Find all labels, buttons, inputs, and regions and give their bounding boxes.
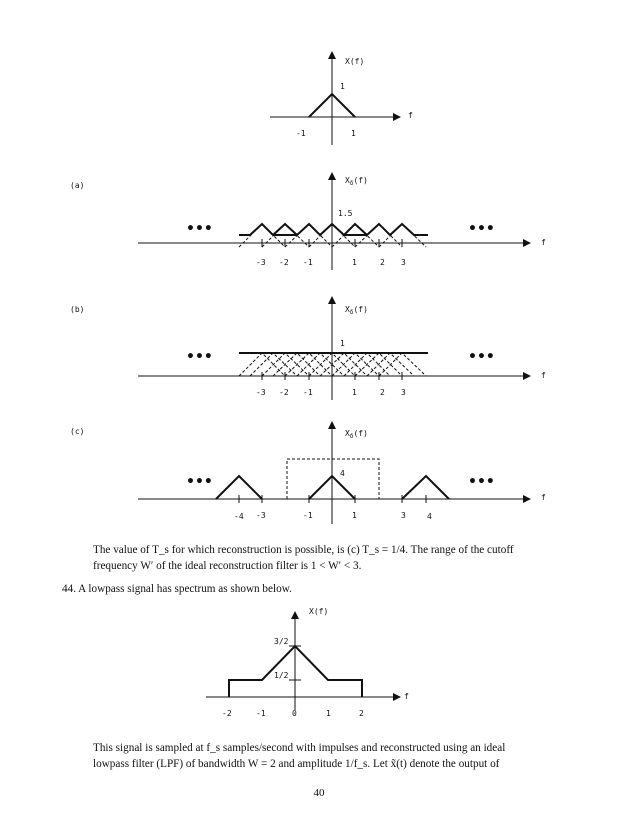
figure-a-dots-right: ••• [468, 221, 495, 237]
figure-c-spectrum [138, 422, 530, 524]
ideal-lpf-window [287, 459, 379, 499]
figure-top-tick-neg1: -1 [296, 129, 306, 138]
figure-a-label: $X_\delta(f)$ [345, 176, 368, 187]
figure-b-dots-left: ••• [186, 349, 213, 365]
panel-a-label: (a) [70, 181, 85, 190]
figure-44-axis-label: f [404, 692, 409, 701]
figure-44-tick-0: 0 [292, 709, 297, 718]
figure-b-dots-right: ••• [468, 349, 495, 365]
figure-a-tick-1: 1 [352, 258, 357, 267]
figure-b-tick-2: 2 [380, 388, 385, 397]
figure-top-axis-label: f [408, 111, 413, 120]
figure-a-tick-neg3: -3 [256, 258, 266, 267]
figure-c-tick-1: 1 [352, 511, 357, 520]
figure-c-level-label: 4 [340, 469, 345, 478]
panel-c-label: (c) [70, 427, 85, 436]
figure-a-tick-neg1: -1 [303, 258, 313, 267]
figure-a-axis-label: f [541, 238, 546, 247]
figure-44-tick-neg1: -1 [256, 709, 266, 718]
figure-44-spectrum [206, 612, 400, 710]
figure-b-tick-1: 1 [352, 388, 357, 397]
closing-line-2: lowpass filter (LPF) of bandwidth W = 2 and amplitude 1/f_s. Let x̃(t) denote the output of [93, 758, 500, 770]
figure-b-level-label: 1 [340, 339, 345, 348]
figure-c-dots-right: ••• [468, 474, 495, 490]
panel-b-label: (b) [70, 305, 85, 314]
sum-spectrum [239, 224, 428, 235]
answer-line-2: frequency W′ of the ideal reconstruction filter is 1 < W′ < 3. [93, 560, 362, 572]
figure-top-tick-1: 1 [351, 129, 356, 138]
sum-spectrum-peaks [273, 224, 297, 235]
figure-a-tick-neg2: -2 [279, 258, 289, 267]
sum-spectrum-peaks-2 [344, 224, 367, 235]
figure-c-axis-label: f [541, 493, 546, 502]
figure-top-spectrum [270, 52, 400, 145]
figure-a-tick-3: 3 [401, 258, 406, 267]
figure-44-tick-1: 1 [326, 709, 331, 718]
figure-c-dots-left: ••• [186, 474, 213, 490]
figure-44-label: X(f) [309, 607, 329, 616]
problem-text: A lowpass signal has spectrum as shown below. [78, 583, 292, 595]
figure-c-tick-neg3: -3 [256, 511, 266, 520]
figure-c-tick-neg4: -4 [234, 512, 244, 521]
problem-number: 44. [62, 583, 76, 595]
figure-b-axis-label: f [541, 371, 546, 380]
figure-c-tick-3: 3 [401, 511, 406, 520]
figure-44-tick-neg2: -2 [222, 709, 232, 718]
figure-a-level-label: 1.5 [338, 209, 353, 218]
figure-44-ylabel-1-2: 1/2 [274, 671, 289, 680]
figure-b-tick-neg2: -2 [279, 388, 289, 397]
figure-c-tick-4: 4 [427, 512, 432, 521]
problem-44 [62, 581, 292, 597]
figure-a-tick-2: 2 [380, 258, 385, 267]
figure-b-tick-neg1: -1 [303, 388, 313, 397]
page-number: 40 [313, 787, 325, 799]
figure-44-ylabel-3-2: 3/2 [274, 637, 289, 646]
figure-b-tick-neg3: -3 [256, 388, 266, 397]
figure-top-label: X(f) [345, 57, 365, 66]
figure-c-tick-neg1: -1 [303, 511, 313, 520]
figure-44-tick-2: 2 [359, 709, 364, 718]
figure-b-tick-3: 3 [401, 388, 406, 397]
figure-a-dots-left: ••• [186, 221, 213, 237]
answer-line-1: The value of T_s for which reconstruction is possible, is (c) T_s = 1/4. The range of the cutoff [93, 544, 514, 556]
closing-line-1: This signal is sampled at f_s samples/second with impulses and reconstructed using an ideal [93, 742, 506, 754]
figure-top-peak-label: 1 [340, 82, 345, 91]
figure-b-label: $X_\delta(f)$ [345, 305, 368, 316]
figure-c-label: $X_\delta(f)$ [345, 429, 368, 440]
